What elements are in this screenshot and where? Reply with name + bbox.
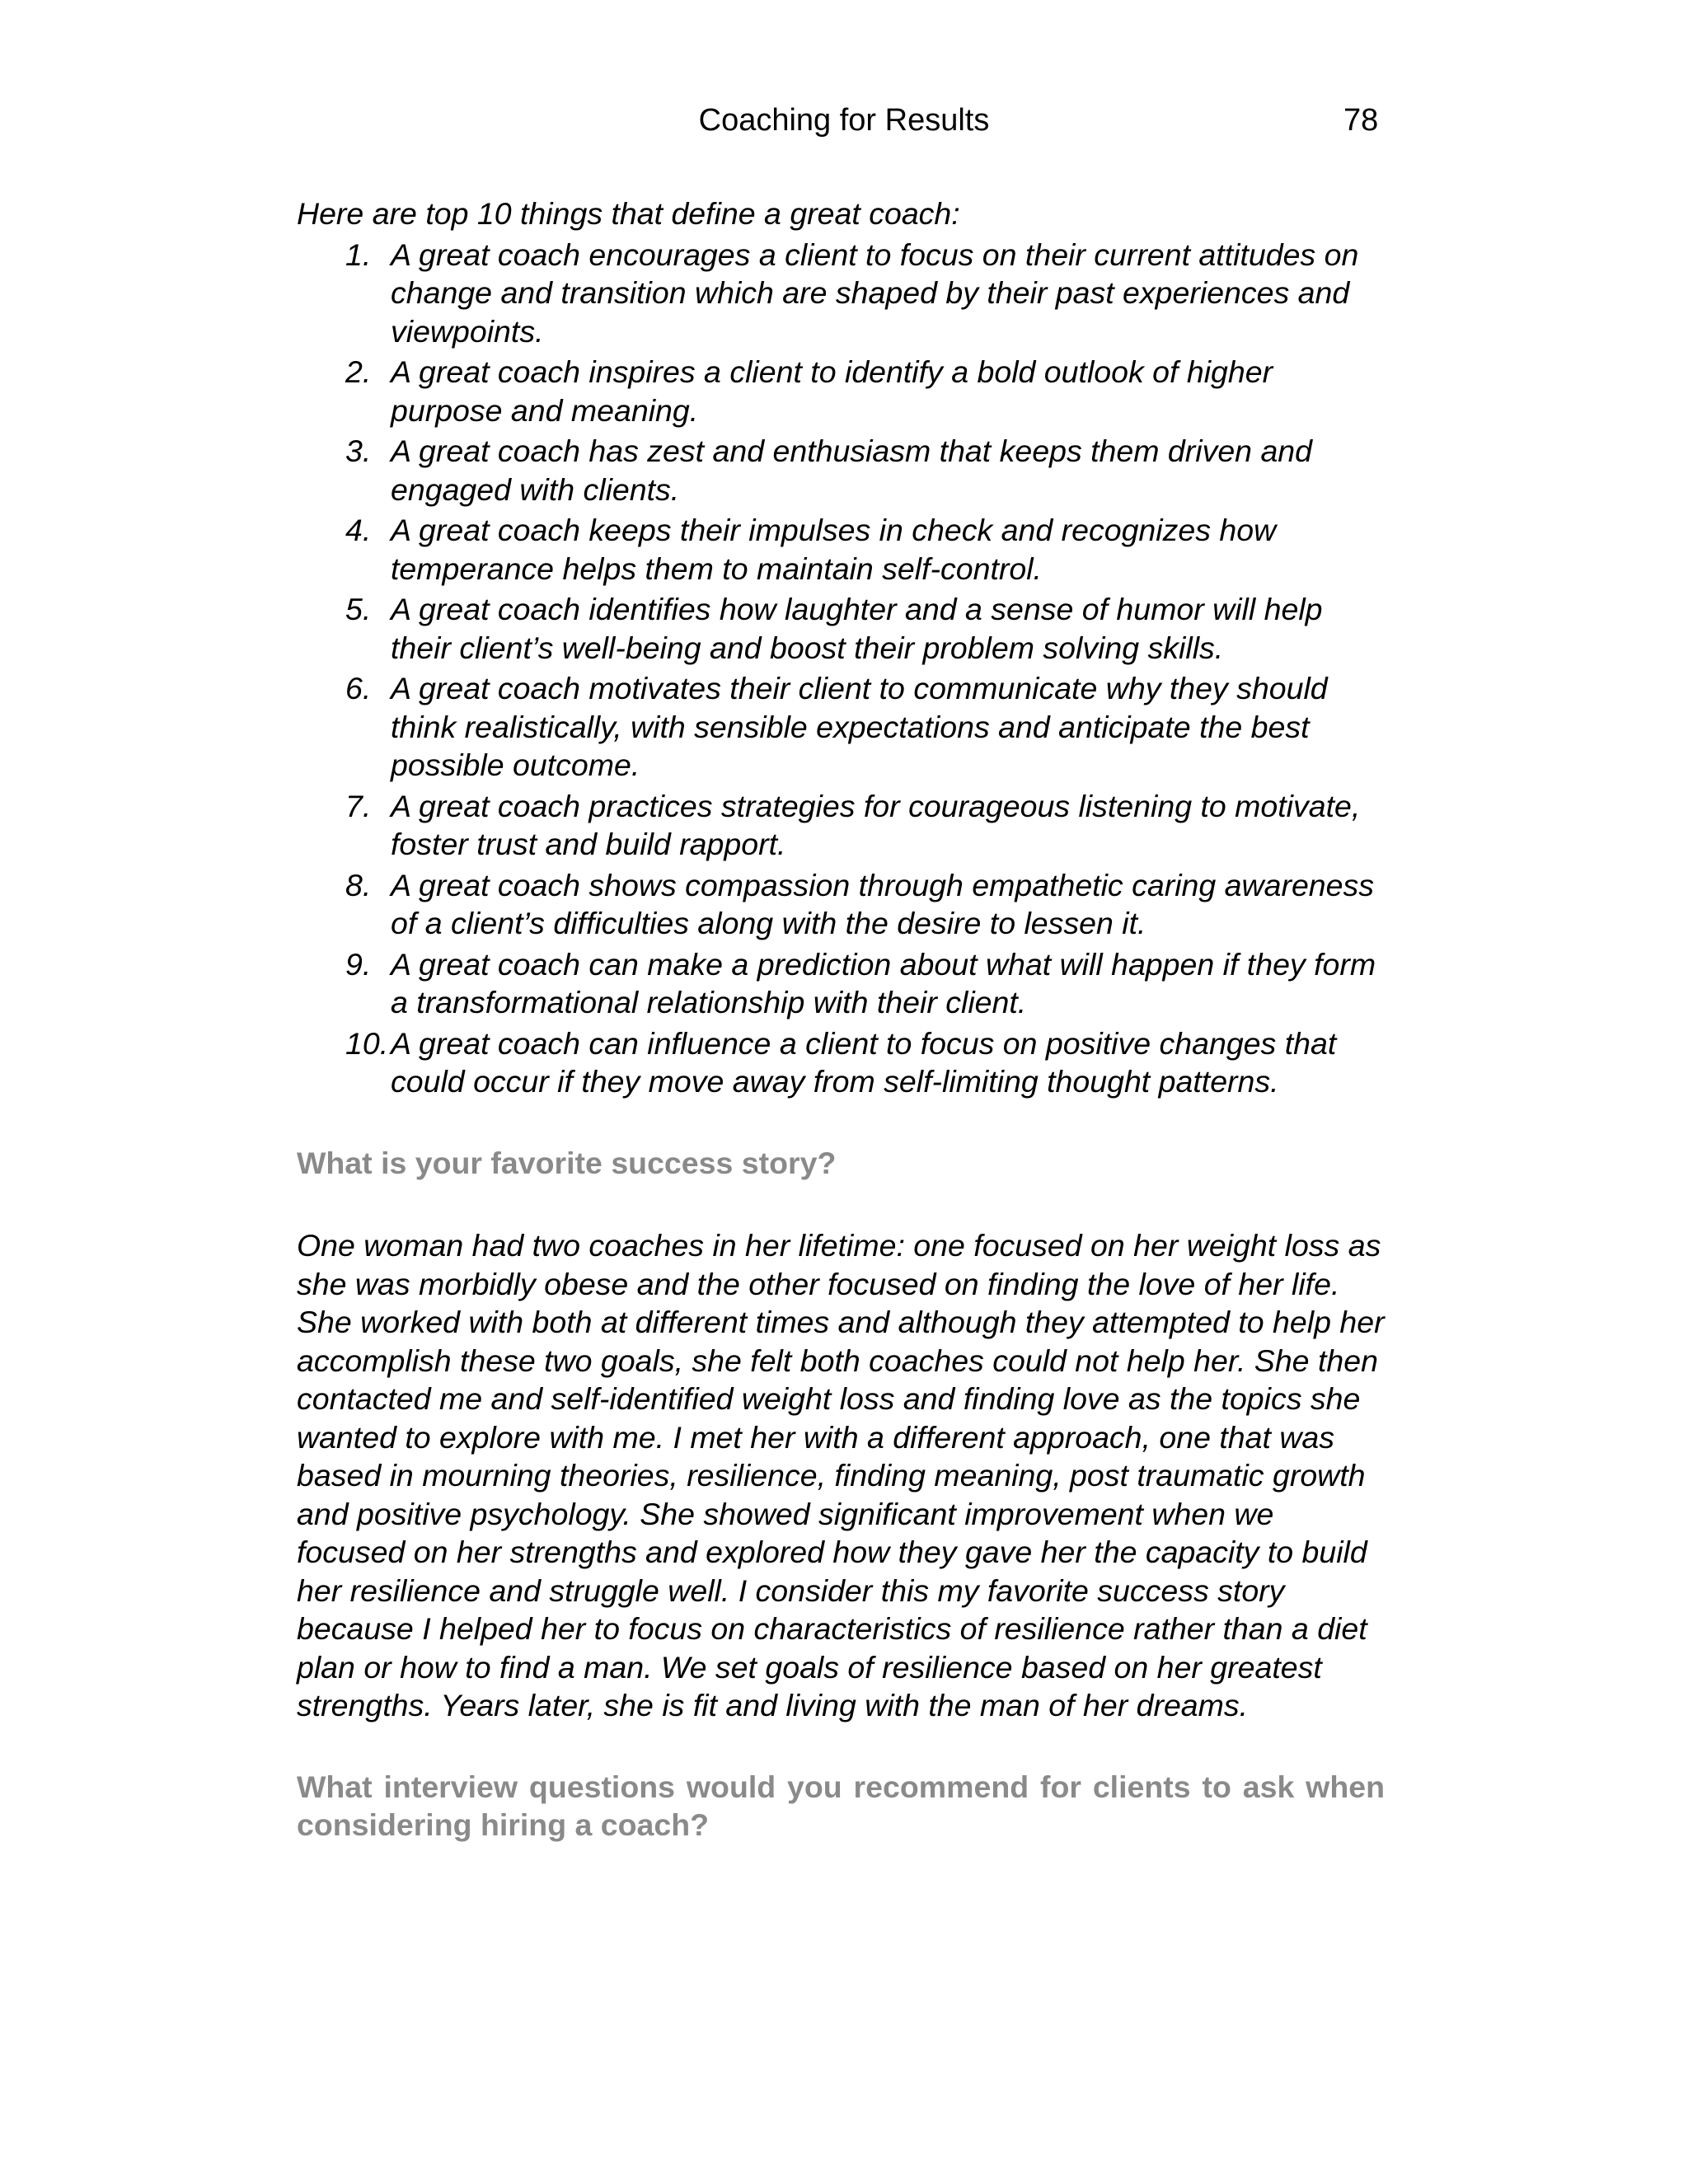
list-item-text: A great coach encourages a client to focus on their current attitudes on change and transition which are shaped by their past experiences and viewpoints. — [391, 237, 1359, 349]
list-item-text: A great coach practices strategies for courageous listening to motivate, foster trust and build rapport. — [391, 788, 1361, 861]
list-item-text: A great coach shows compassion through empathetic caring awareness of a client’s difficulties along with the desire to lessen it. — [391, 867, 1375, 940]
list-item — [297, 236, 1385, 351]
running-title: Coaching for Results — [698, 103, 990, 138]
list-item-text: A great coach identifies how laughter and a sense of humor will help their client’s well-being and boost their problem solving skills. — [391, 592, 1323, 665]
list-item-number: 5. — [345, 592, 372, 626]
page-number: 78 — [1343, 103, 1379, 138]
list-item — [297, 353, 1385, 429]
list-item-number: 3. — [345, 434, 372, 468]
list-item-number: 4. — [345, 513, 372, 547]
list-intro: Here are top 10 things that define a great coach: — [297, 196, 960, 231]
list-item-text: A great coach keeps their impulses in check and recognizes how temperance helps them to maintain self-control. — [391, 513, 1277, 586]
page-body — [297, 194, 1385, 1844]
great-coach-list — [297, 236, 1385, 1101]
list-item-number: 7. — [345, 788, 372, 823]
question-heading: What interview questions would you recommend for clients to ask when considering hiring a coach? — [297, 1769, 1385, 1842]
list-item-number: 1. — [345, 237, 372, 272]
list-item — [297, 1024, 1385, 1101]
list-item — [297, 432, 1385, 509]
list-item-text: A great coach inspires a client to identify a bold outlook of higher purpose and meaning. — [391, 354, 1273, 428]
list-item-text: A great coach can influence a client to focus on positive changes that could occur if they move away from self-limiting thought patterns. — [391, 1025, 1337, 1099]
question-heading: What is your favorite success story? — [297, 1145, 837, 1180]
list-item-text: A great coach can make a prediction about what will happen if they form a transformational relationship with their client. — [391, 946, 1376, 1019]
success-story-paragraph: One woman had two coaches in her lifetime: one focused on her weight loss as she was morbidly obese and the other focused on finding the love of her life. She worked with both at different times and although they attempted to help her accomplish these two goals, she felt both coaches could not help her. She then contacted me and self-identified weight loss and finding love as the topics she wanted to explore with me. I met her with a different approach, one that was based in mourning theories, resilience, finding meaning, post traumatic growth and positive psychology. She showed significant improvement when we focused on her strengths and explored how they gave her the capacity to build her resilience and struggle well. I consider this my favorite success story because I helped her to focus on characteristics of resilience rather than a diet plan or how to find a man. We set goals of resilience based on her greatest strengths. Years later, she is fit and living with the man of her dreams. — [297, 1228, 1385, 1722]
list-item — [297, 511, 1385, 588]
page-header — [0, 97, 1688, 143]
list-item-number: 6. — [345, 671, 372, 705]
list-item-text: A great coach motivates their client to communicate why they should think realistically, with sensible expectations and anticipate the best possible outcome. — [391, 671, 1328, 782]
list-item-number: 8. — [345, 867, 372, 902]
list-item — [297, 590, 1385, 667]
list-item — [297, 787, 1385, 864]
list-item — [297, 945, 1385, 1022]
list-item-number: 9. — [345, 946, 372, 982]
list-item-number: 10. — [345, 1025, 389, 1061]
list-item-text: A great coach has zest and enthusiasm that keeps them driven and engaged with clients. — [391, 434, 1313, 507]
list-item — [297, 866, 1385, 943]
list-item-number: 2. — [345, 354, 372, 389]
list-item — [297, 669, 1385, 785]
